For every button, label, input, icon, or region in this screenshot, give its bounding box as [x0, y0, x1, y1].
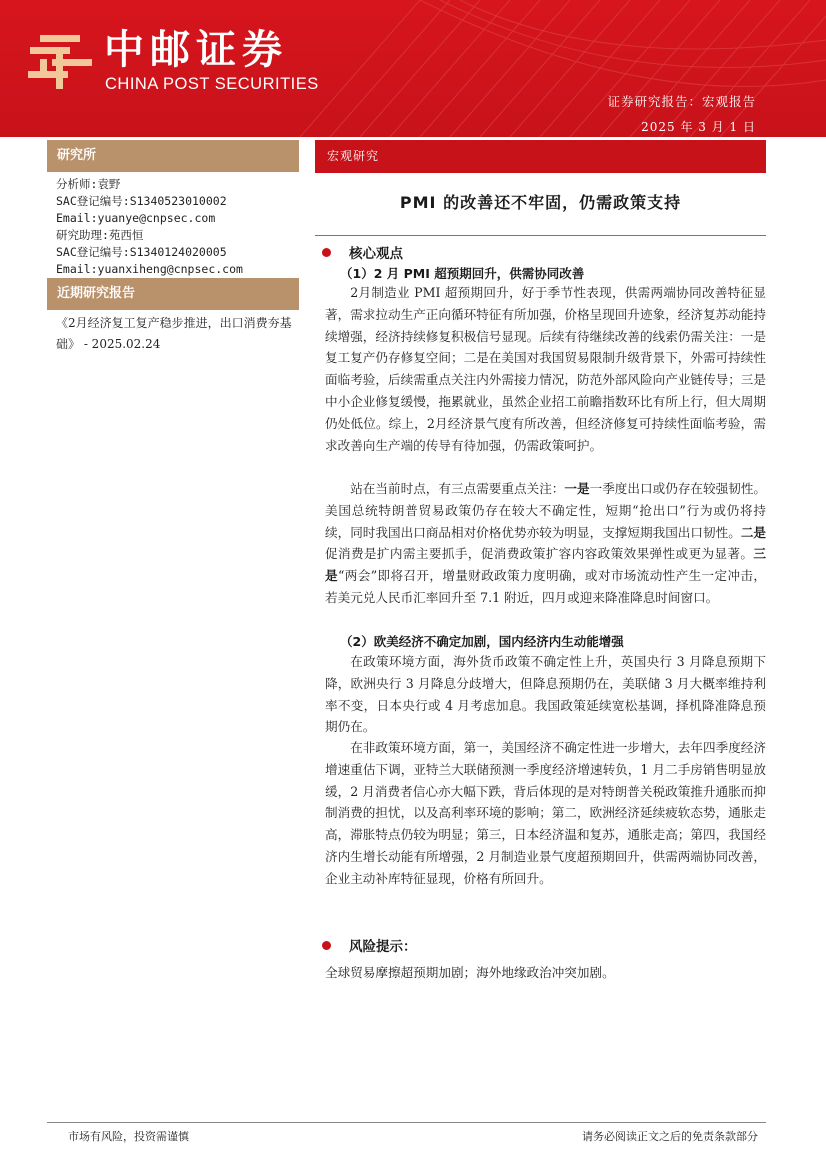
footer-divider: [47, 1122, 766, 1123]
brand-name-cn: 中邮证券: [104, 27, 288, 73]
p2-intro: 站在当前时点，有三点需要重点关注：: [350, 481, 565, 496]
analyst-sac: SAC登记编号:S1340523010002: [56, 194, 227, 208]
report-header: [0, 0, 826, 137]
footer-disclaimer: 市场有风险，投资需谨慎: [68, 1130, 189, 1143]
footer-notice: 请务必阅读正文之后的免责条款部分: [582, 1130, 758, 1143]
p2-point-1: 一是: [564, 481, 590, 496]
core-view-heading: [322, 242, 403, 262]
risk-heading: [322, 935, 417, 955]
bullet-dot-icon: [322, 941, 331, 950]
report-date: 2025 年 3 月 1 日: [641, 120, 756, 134]
assistant-sac: SAC登记编号:S1340124020005: [56, 245, 227, 259]
subheading-1: （1）2 月 PMI 超预期回升，供需协同改善: [340, 266, 585, 281]
assistant-name: 研究助理:苑西恒: [56, 228, 144, 242]
subheading-2: （2）欧美经济不确定加剧，国内经济内生动能增强: [340, 634, 624, 649]
section-label: 宏观研究: [315, 140, 766, 173]
recent-reports-label: 近期研究报告: [47, 278, 299, 310]
brand-name-en: CHINA POST SECURITIES: [105, 75, 319, 93]
page-title: PMI 的改善还不牢固，仍需政策支持: [399, 193, 682, 212]
paragraph-3: 在政策环境方面，海外货币政策不确定性上升，英国央行 3 月降息预期下降，欧洲央行 3 月降息分歧增大，但降息预期仍在，美联储 3 月大概率维持利率不变，日本央行或 4 月考虑加息。我国政策延续宽松基调，择机降准降息预期仍在。: [325, 654, 766, 735]
paragraph-2: [325, 478, 766, 609]
report-type: 证券研究报告：宏观报告: [607, 94, 756, 109]
analyst-name: 分析师:袁野: [56, 177, 121, 191]
bullet-dot-icon: [322, 248, 331, 257]
institute-label: 研究所: [47, 140, 299, 172]
recent-report-link[interactable]: 《2月经济复工复产稳步推进，出口消费夯基础》 - 2025.02.24: [56, 316, 292, 351]
core-view-heading-text: 核心观点: [349, 246, 403, 262]
analyst-info: [56, 176, 243, 278]
p2-text-1: 一季度出口或仍存在较强韧性。美国总统特朗普贸易政策仍存在较大不确定性，短期“抢出口”行为或仍将持续，同时我国出口商品相对价格优势亦较为明显，支撑短期我国出口韧性。: [325, 481, 767, 540]
risk-heading-text: 风险提示：: [349, 939, 417, 955]
china-post-logo-icon: [26, 33, 96, 91]
p2-point-3: 三是: [325, 546, 766, 584]
paragraph-4: 在非政策环境方面，第一，美国经济不确定性进一步增大，去年四季度经济增速重估下调，亚特兰大联储预测一季度经济增速转负，1 月二手房销售明显放缓，2 月消费者信心亦大幅下跌，背后体现的是对特朗普关税政策推升通胀而抑制消费的担忧，以及高利率环境的影响；第二，欧洲经济延续疲软态势，通胀走高，滞胀特点仍较为明显；第三，日本经济温和复苏，通胀走高；第四，我国经济内生增长动能有所增强，2 月制造业景气度超预期回升，供需两端协同改善，企业主动补库特征显现，价格有所回升。: [325, 740, 766, 886]
risk-text: 全球贸易摩擦超预期加剧；海外地缘政治冲突加剧。: [325, 965, 615, 980]
p2-point-2: 二是: [740, 524, 767, 540]
analyst-email[interactable]: Email:yuanye@cnpsec.com: [56, 211, 216, 225]
assistant-email[interactable]: Email:yuanxiheng@cnpsec.com: [56, 262, 243, 276]
paragraph-1: 2月制造业 PMI 超预期回升，好于季节性表现，供需两端协同改善特征显著，需求拉动生产正向循环特征有所加强，价格呈现回升迹象，经济复苏动能持续增强，经济持续修复积极信号显现。后续有待继续改善的线索仍需关注：一是复工复产仍存修复空间；二是在美国对我国贸易限制升级背景下，外需可持续性面临考验，后续需重点关注内外需接力情况，防范外部风险向产业链传导；三是中小企业修复缓慢，拖累就业，虽然企业招工前瞻指数环比有所上行，但大周期仍处低位。综上，2月经济景气度有所改善，但经济修复可持续性面临考验，需求改善向生产端的传导有待加强，仍需政策呵护。: [325, 285, 766, 453]
p2-text-3: “两会”即将召开，增量财政政策力度明确，或对市场流动性产生一定冲击，若美元兑人民币汇率回升至 7.1 附近，四月或迎来降准降息时间窗口。: [325, 568, 766, 605]
p2-text-2: 促消费是扩内需主要抓手，促消费政策扩容内容政策效果弹性或更为显著。: [325, 546, 754, 562]
title-divider: [315, 235, 766, 236]
